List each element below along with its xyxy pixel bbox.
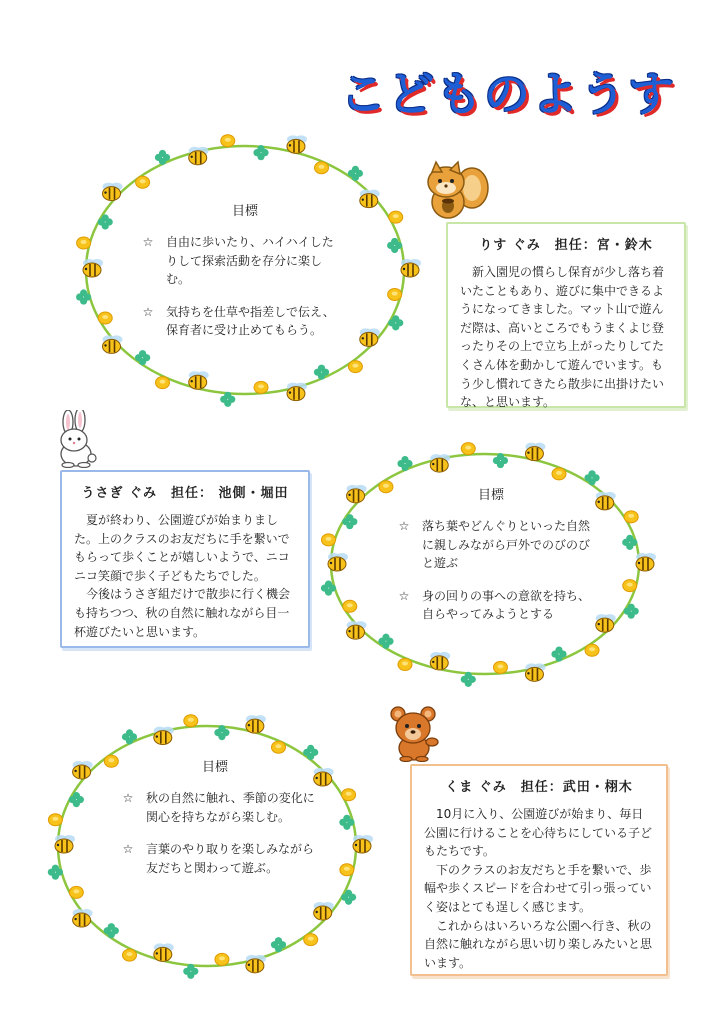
goal-item: ☆ 秋の自然に触れ、季節の変化に関心を持ちながら楽しむ。 bbox=[120, 789, 320, 826]
bee-icon bbox=[360, 190, 380, 208]
flower-icon bbox=[98, 312, 112, 324]
clover-icon bbox=[348, 166, 363, 181]
bee-icon bbox=[73, 761, 93, 779]
bee-icon bbox=[636, 553, 656, 571]
usagi-class-title: うさぎ ぐみ 担任： 池側・堀田 bbox=[81, 486, 289, 501]
goal-block-2 bbox=[396, 484, 596, 638]
bee-icon bbox=[401, 259, 421, 277]
bee-icon bbox=[525, 663, 545, 681]
flower-icon bbox=[48, 814, 62, 826]
clover-icon bbox=[342, 514, 357, 529]
flower-icon bbox=[389, 211, 403, 223]
flower-icon bbox=[379, 481, 393, 493]
kuma-class-text: 10月に入り、公園遊びが始まり、毎日公園に行けることを心待ちにしている子どもたちです。 下のクラスのお友だちと手を繋いで、歩幅や歩くスピードを合わせて引っ張っていく姿はとても逞しく感じます。 これからはいろいろな公園へ行き、秋の自然に触れながら思い切り楽しみたいと思います。 bbox=[424, 807, 653, 970]
flower-icon bbox=[342, 789, 356, 801]
flower-icon bbox=[156, 377, 170, 389]
bee-icon bbox=[430, 652, 450, 670]
star-bullet: ☆ bbox=[122, 791, 134, 805]
usagi-class-text: 夏が終わり、公園遊びが始まりました。上のクラスのお友だちに手を繋いでもらって歩くことが嬉しいようで、ニコニコ笑顔で歩く子どもたちでした。 今後はうさぎ組だけで散歩に行く機会も持ちつつ、秋の自然に触れながら目一杯遊びたいと思います。 bbox=[74, 513, 291, 639]
star-bullet: ☆ bbox=[122, 842, 134, 857]
flower-icon bbox=[254, 381, 268, 393]
bee-icon bbox=[103, 183, 123, 201]
bee-icon bbox=[154, 727, 174, 745]
risu-class-title: りす ぐみ 担任：宮・鈴木 bbox=[479, 238, 653, 253]
risu-class-text: 新入園児の慣らし保育が少し落ち着いたこともあり、遊びに集中できるようになってきました。マット山で遊んだ際は、高いところでもうまくよじ登ったりその上で立ち上がったりしてたくさん体を動かして遊んでいます。もう少し慣れてきたら散歩に出掛けたいな、と思います。 bbox=[460, 265, 665, 410]
clover-icon bbox=[388, 315, 403, 330]
goal-block-1 bbox=[140, 200, 345, 354]
bee-icon bbox=[287, 383, 307, 401]
clover-icon bbox=[104, 923, 119, 938]
goal-block-3 bbox=[120, 756, 320, 891]
star-bullet: ☆ bbox=[142, 304, 154, 319]
bee-icon bbox=[525, 443, 545, 461]
flower-icon bbox=[348, 361, 362, 373]
flower-icon bbox=[340, 864, 354, 876]
flower-icon bbox=[104, 755, 118, 767]
bee-icon bbox=[287, 135, 307, 153]
flower-icon bbox=[221, 135, 235, 147]
bee-icon bbox=[189, 147, 209, 165]
bee-icon bbox=[347, 485, 367, 503]
flower-icon bbox=[272, 741, 286, 753]
flower-icon bbox=[321, 534, 335, 546]
bee-icon bbox=[360, 328, 380, 346]
page-title: こどものようす bbox=[340, 67, 676, 121]
goal-item: ☆ 落ち葉やどんぐりといった自然に親しみながら戸外でのびのびと遊ぶ bbox=[396, 517, 596, 573]
flower-icon bbox=[123, 949, 137, 961]
bee-icon bbox=[328, 553, 348, 571]
flower-icon bbox=[304, 934, 318, 946]
bee-icon bbox=[596, 492, 616, 510]
goal-item: ☆ 身の回りの事への意欲を持ち、自らやってみようとする bbox=[396, 587, 596, 624]
bee-icon bbox=[353, 835, 373, 853]
bee-icon bbox=[246, 715, 266, 733]
flower-icon bbox=[398, 658, 412, 670]
rabbit-icon bbox=[52, 410, 104, 468]
bee-icon bbox=[55, 835, 75, 853]
usagi-class-box bbox=[60, 470, 310, 648]
squirrel-icon bbox=[418, 160, 490, 222]
goal-heading: 目標 bbox=[478, 488, 505, 503]
flower-icon bbox=[136, 176, 150, 188]
flower-icon bbox=[624, 511, 638, 523]
flower-icon bbox=[623, 580, 637, 592]
kuma-class-title: くま ぐみ 担任：武田・栩木 bbox=[445, 780, 633, 795]
clover-icon bbox=[69, 792, 84, 807]
flower-icon bbox=[184, 715, 198, 727]
risu-class-box bbox=[446, 222, 686, 408]
bee-icon bbox=[73, 909, 93, 927]
goal-heading: 目標 bbox=[202, 760, 229, 775]
star-bullet: ☆ bbox=[398, 588, 410, 603]
bee-icon bbox=[596, 614, 616, 632]
bear-icon bbox=[386, 704, 442, 762]
bee-icon bbox=[103, 335, 123, 353]
flower-icon bbox=[69, 886, 83, 898]
clover-icon bbox=[98, 214, 113, 229]
star-bullet: ☆ bbox=[398, 519, 410, 533]
bee-icon bbox=[189, 371, 209, 389]
bee-icon bbox=[83, 259, 103, 277]
bee-icon bbox=[347, 621, 367, 639]
bee-icon bbox=[154, 943, 174, 961]
star-bullet: ☆ bbox=[142, 235, 154, 249]
goal-list bbox=[140, 233, 345, 340]
goal-list bbox=[120, 789, 320, 877]
flower-icon bbox=[215, 953, 229, 965]
flower-icon bbox=[585, 644, 599, 656]
bee-icon bbox=[430, 454, 450, 472]
goal-item: ☆ 自由に歩いたり、ハイハイしたりして探索活動を存分に楽しむ。 bbox=[140, 233, 345, 289]
flower-icon bbox=[493, 661, 507, 673]
clover-icon bbox=[624, 604, 639, 619]
goal-item: ☆ 言葉のやり取りを楽しみながら友だちと関わって遊ぶ。 bbox=[120, 840, 320, 877]
bee-icon bbox=[246, 955, 266, 973]
goal-list bbox=[396, 517, 596, 624]
clover-icon bbox=[378, 634, 393, 649]
goal-heading: 目標 bbox=[232, 204, 259, 219]
flower-icon bbox=[461, 443, 475, 455]
flower-icon bbox=[315, 162, 329, 174]
flower-icon bbox=[552, 468, 566, 480]
goal-item: ☆ 気持ちを仕草や指差しで伝え、保育者に受け止めてもらう。 bbox=[140, 303, 345, 340]
bee-icon bbox=[314, 902, 334, 920]
kuma-class-box bbox=[410, 764, 668, 976]
flower-icon bbox=[343, 600, 357, 612]
flower-icon bbox=[388, 289, 402, 301]
flower-icon bbox=[77, 237, 91, 249]
